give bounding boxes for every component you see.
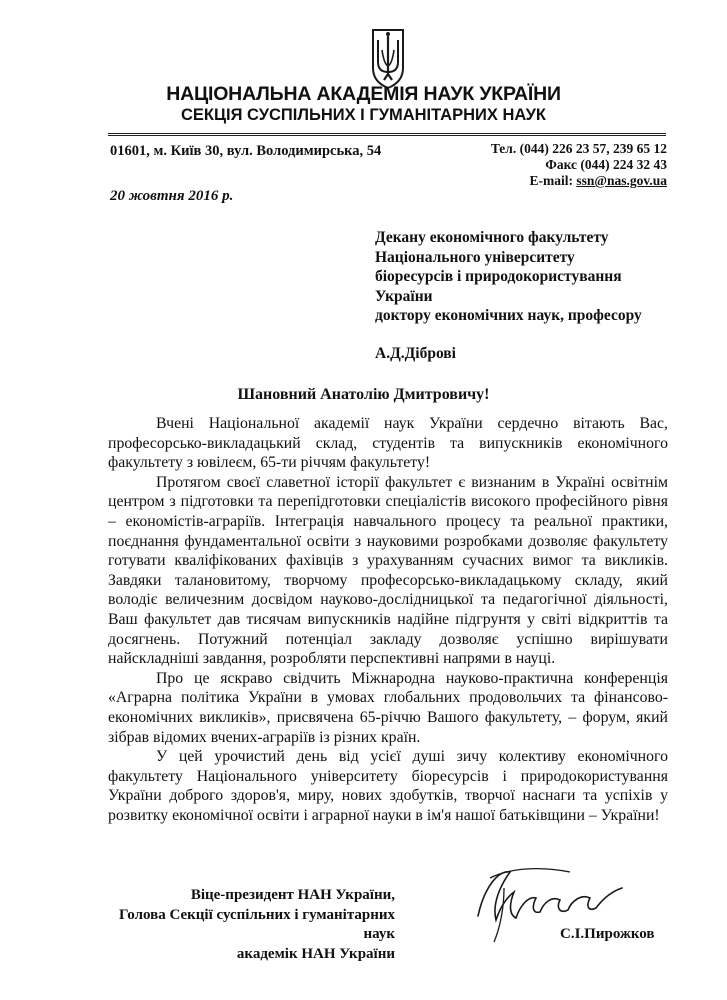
body-paragraph: Про це яскраво свідчить Міжнародна науково-практична конференція «Аграрна політика України в умовах глобальних продовольчих та фінансово-економічних викликів», присвячена 65-річчю Вашого факультету, – форум, який зібрав відомих вчених-аграріїв із різних країн. [108,669,668,746]
body-paragraph: Вчені Національної академії наук України сердечно вітають Вас, професорсько-викладацький склад, студентів та випускників економічного факультету з ювілеєм, 65-ти річчям факультету! [108,415,668,472]
recipient-line: біоресурсів і природокористування [375,268,622,286]
letter-date: 20 жовтня 2016 р. [110,188,234,204]
recipient-line: Декану економічного факультету [375,229,609,246]
fax-number: Факс (044) 224 32 43 [545,157,667,172]
letter-body [108,414,668,825]
postal-address: 01601, м. Київ 30, вул. Володимирська, 54 [110,143,382,159]
salutation: Шановний Анатолію Дмитровичу! [237,386,490,403]
phone-numbers: Тел. (044) 226 23 57, 239 65 12 [490,141,667,156]
organization-section: СЕКЦІЯ СУСПІЛЬНИХ І ГУМАНІТАРНИХ НАУК [180,106,546,124]
signatory-title-line: Голова Секції суспільних і гуманітарних наук [119,906,395,942]
email-line [491,173,667,189]
contact-block [491,141,667,189]
body-paragraph: Протягом своєї славетної історії факультет є визнаним в Україні освітнім центром з підготовки та перепідготовки спеціалістів високого професійного рівня – економістів-аграріїв. Інтеграція навчального процесу та реальної практики, поєднання фундаментальної освіти з науковими розробками дозволяє факультету готувати кваліфікованих фахівців з урахуванням сучасних вимог та викликів. Завдяки талановитому, творчому професорсько-викладацькому складу, який володіє величезним досвідом науково-дослідницької та педагогічної діяльності, Ваш факультет дав тисячам випускників надійне підгрунтя у світі відкриттів та досягнень. Потужний потенціал закладу дозволяє успішно вирішувати найскладніші завдання, розробляти перспективні напрями в науці. [108,473,668,668]
signatory-title-line: Віце-президент НАН України, [190,887,395,903]
recipient-line: України [375,287,433,305]
signatory-name: С.І.Пирожков [560,926,655,942]
signatory-title [110,886,395,964]
recipient-line: Національного університету [375,248,575,266]
email-link[interactable]: ssn@nas.gov.ua [576,173,667,188]
organization-name: НАЦІОНАЛЬНА АКАДЕМІЯ НАУК УКРАЇНИ [166,83,561,105]
email-label: E-mail: [529,173,577,188]
body-paragraph: У цей урочистий день від усієї душі зичу колективу економічного факультету Національного університету біоресурсів і природокористування України доброго здоров'я, миру, нових здобутків, творчої наснаги та успіхів у розвитку економічної освіти і аграрної науки в ім'я нашої батьківщини – України! [108,748,668,824]
recipient-line: доктору економічних наук, професору [375,307,642,325]
trident-coat-of-arms-icon [370,28,406,90]
recipient-name: А.Д.Діброві [375,345,456,362]
signatory-title-line: академік НАН України [236,945,395,962]
letterhead-divider [108,133,666,136]
recipient-block [375,228,642,326]
